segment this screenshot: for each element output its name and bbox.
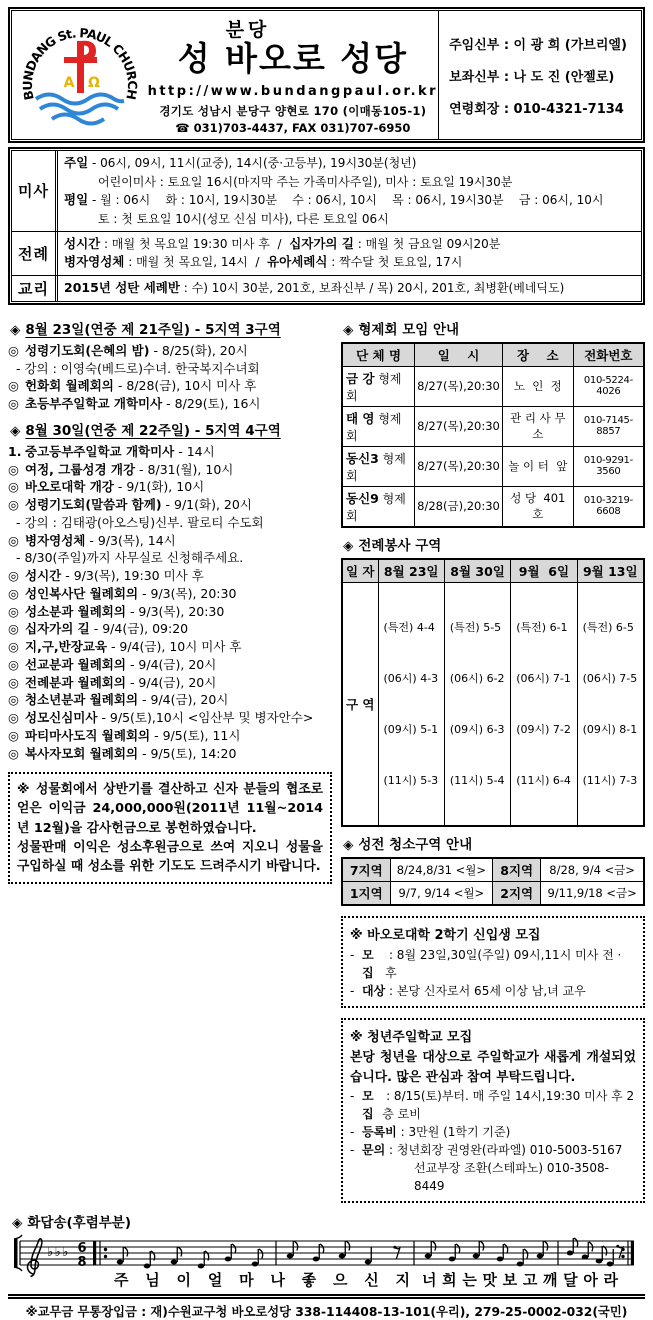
- circle-bullet-icon: ◎: [8, 710, 19, 725]
- alpha-glyph: Α: [63, 75, 75, 91]
- liturgy-service-table: [341, 558, 645, 828]
- baptism-class-label: 2015년 성탄 세례반: [64, 280, 180, 295]
- diamond-bullet-icon: ◈: [343, 837, 354, 854]
- youth-school-title: ※ 청년주일학교 모집: [350, 1030, 473, 1046]
- col-header: 8월 30일: [444, 559, 510, 583]
- circle-bullet-icon: ◎: [8, 342, 19, 358]
- schedule-item-numbered: 1. 중고등부주일학교 개학미사 - 14시: [8, 443, 215, 459]
- schedule-item: ◎ 성령기도회(말씀과 함께) - 9/1(화), 20시: [8, 497, 252, 512]
- week1-heading: ◈ 8월 23일(연중 제 21주일) - 5지역 3구역: [10, 321, 281, 338]
- schedule-item: ◎ 성령기도회(은혜의 밤) - 8/25(화), 20시: [8, 342, 248, 358]
- circle-bullet-icon: ◎: [8, 727, 19, 743]
- time-signature-top: 6: [77, 1240, 87, 1256]
- holy-hour-time: : 매월 첫 목요일 19:30 미사 후 /: [100, 236, 290, 251]
- circle-bullet-icon: ◎: [8, 603, 19, 619]
- omega-glyph: Ω: [87, 75, 100, 91]
- contact-panel: [438, 11, 641, 139]
- liturgy-row: [12, 231, 641, 276]
- circle-bullet-icon: ◎: [8, 639, 19, 654]
- table-row: 태 영 형제회 8/27(목),20:30 관 리 사 무 소 010-7145-8857: [342, 406, 644, 446]
- liturgy-service-heading: ◈ 전례봉사 구역: [343, 537, 442, 554]
- schedule-item: ◎ 지,구,반장교육 - 9/4(금), 10시 미사 후: [8, 639, 242, 654]
- diamond-bullet-icon: ◈: [12, 1214, 23, 1231]
- schedule-item: ◎ 성인복사단 월례회의 - 9/3(목), 20:30: [8, 585, 237, 601]
- circle-bullet-icon: ◎: [8, 621, 19, 637]
- store-notice-paragraph: ※ 성물회에서 상반기를 결산하고 신자 분들의 협조로 얻은 이익금 24,000,000원(2011년 11월~2014년 12월)을 감사헌금으로 봉헌하였습니다.: [17, 782, 323, 836]
- parish-name-small: 분당: [225, 19, 271, 41]
- left-column: [8, 312, 332, 1203]
- schedule-subitem: - 강의 : 김태광(아오스팅)신부. 팔로티 수도회: [16, 514, 264, 530]
- schedule-item: ◎ 파티마사도직 월례회의 - 9/5(토), 11시: [8, 727, 241, 743]
- circle-bullet-icon: ◎: [8, 674, 19, 690]
- church-logo-image: [20, 13, 140, 137]
- church-address: 경기도 성남시 분당구 양현로 170 (이매동105-1): [159, 103, 427, 118]
- schedule-item: ◎ 성시간 - 9/3(목), 19:30 미사 후: [8, 568, 204, 583]
- schedule-item: ◎ 초등부주일학교 개학미사 - 8/29(토), 16시: [8, 396, 261, 411]
- schedule-item: ◎ 바오로대학 개강 - 9/1(화), 10시: [8, 479, 205, 495]
- parish-name-large: 성 바오로 성당: [177, 39, 408, 78]
- circle-bullet-icon: ◎: [8, 745, 19, 761]
- hymn-lyrics-phrase2: 너 희 는 맛 보 고 깨 달 아 라: [422, 1270, 618, 1289]
- box-line: - 모집 : 8월 23일,30일(주일) 09시,11시 미사 전 · 후: [350, 948, 626, 981]
- box-line: - 등록비 : 3만원 (1학기 기준): [350, 1124, 511, 1139]
- diamond-bullet-icon: ◈: [10, 422, 21, 439]
- youth-school-box: [341, 1018, 645, 1202]
- diamond-bullet-icon: ◈: [10, 321, 21, 338]
- circle-bullet-icon: ◎: [8, 585, 19, 601]
- notes-measure-4: [567, 1238, 623, 1267]
- pastor-line: 주임신부 : 이 광 희 (가브리엘): [449, 37, 627, 53]
- dash-bullet: -: [350, 984, 355, 999]
- brotherhood-table: [341, 342, 645, 528]
- sick-communion-label: 병자영성체: [64, 254, 125, 270]
- church-phone: ☎ 031)703-4437, FAX 031)707-6950: [175, 120, 411, 135]
- diamond-bullet-icon: ◈: [343, 537, 354, 554]
- mass-saturday-line: 토 : 첫 토요일 10시(성모 신심 미사), 다른 토요일 06시: [98, 211, 389, 226]
- col-header: 9월 13일: [577, 559, 644, 583]
- church-logo: [12, 11, 148, 139]
- treble-clef-icon: [27, 1239, 41, 1277]
- footer-bank-line: ※교무금 무통장입금 : 재)수원교구청 바오로성당 338-114408-13-101(우리), 279-25-0002-032(국민): [8, 1294, 645, 1320]
- schedule-item: ◎ 성소분과 월례회의 - 9/3(목), 20:30: [8, 603, 225, 619]
- week2-heading: ◈ 8월 30일(연중 제 22주일) - 5지역 4구역: [10, 422, 281, 439]
- mass-children-line: 어린이미사 : 토요일 16시(마지막 주는 가족미사주일), 미사 : 토요일 19시30분: [98, 174, 513, 189]
- mass-row: [12, 151, 641, 231]
- schedule-item: ◎ 십자가의 길 - 9/4(금), 09:20: [8, 621, 189, 637]
- schedule-item: ◎ 여정, 그룹성경 개강 - 8/31(월), 10시: [8, 461, 234, 477]
- paul-college-title: ※ 바오로대학 2학기 신입생 모집: [350, 928, 541, 944]
- schedule-item: ◎ 청소년분과 월례회의 - 9/4(금), 20시: [8, 692, 229, 708]
- mass-sunday-label: 주일: [64, 155, 89, 170]
- mass-label: 미사: [12, 151, 58, 231]
- schedule-item: ◎ 전례분과 월례회의 - 9/4(금), 20시: [8, 674, 217, 690]
- col-header: 일 자: [342, 559, 378, 583]
- dash-bullet: -: [350, 1124, 355, 1139]
- way-of-cross-label: 십자가의 길: [289, 235, 354, 251]
- table-row: 금 강 형제회 8/27(목),20:30 노 인 정 010-5224-4026: [342, 366, 644, 406]
- cleaning-heading: ◈ 성전 청소구역 안내: [343, 837, 473, 854]
- notes-measure-3: [425, 1241, 548, 1267]
- cleaning-table: [341, 857, 645, 906]
- table-row: 구 역 (특전) 4-4 (06시) 4-3 (09시) 5-1 (11시) 5-3 (특전) 5-5 (06시) 6-2 (09시) 6-3 (11시) 5-4 (특전) 6-1 (06시) 7-1 (09시) 7-2 (11시) 6-4 (특전) 6-5 (06시) 7-5 (09시) 8-1 (11시) 7-3: [342, 582, 644, 826]
- schedule-item: ◎ 병자영성체 - 9/3(목), 14시: [8, 532, 176, 548]
- circle-bullet-icon: ◎: [8, 396, 19, 411]
- col-header: 전화번호: [573, 343, 644, 367]
- col-header: 장 소: [502, 343, 573, 367]
- schedule-subitem: - 강의 : 이영숙(베드로)수녀. 한국복지수녀회: [16, 360, 260, 376]
- zone-cell: (특전) 4-4 (06시) 4-3 (09시) 5-1 (11시) 5-3: [378, 582, 444, 826]
- catechesis-row: [12, 275, 641, 301]
- infant-baptism-label: 유아세례식: [267, 254, 328, 270]
- mass-weekday-times: - 월 : 06시 화 : 10시, 19시30분 수 : 06시, 10시 목 : 06시, 19시30분 금 : 06시, 10시: [88, 192, 604, 207]
- store-notice-paragraph: 성물판매 이익은 성소후원금으로 쓰여 지오니 성물을 구입하실 때 성소를 위한 기도도 드려주시기 바랍니다.: [17, 839, 323, 874]
- col-header: 8월 23일: [378, 559, 444, 583]
- paul-college-box: [341, 916, 645, 1008]
- header-box: [8, 7, 645, 143]
- col-header: 단 체 명: [342, 343, 415, 367]
- holy-hour-label: 성시간: [64, 235, 101, 251]
- baptism-class-info: : 수) 10시 30분, 201호, 보좌신부 / 목) 20시, 201호, 최병환(베네딕도): [179, 281, 565, 295]
- mass-sunday-times: - 06시, 09시, 11시(교중), 14시(중·고등부), 19시30분(청년): [88, 156, 417, 170]
- church-url: http://www.bundangpaul.or.kr: [147, 83, 439, 99]
- table-row: 1지역 9/7, 9/14 <월> 2지역 9/11,9/18 <금>: [342, 882, 644, 906]
- circle-bullet-icon: ◎: [8, 461, 19, 477]
- waves-icon: [36, 95, 124, 124]
- logo-arc-text: BUNDANG St. PAUL CHURCH: [19, 25, 140, 102]
- col-header: 9월 6일: [511, 559, 577, 583]
- youth-school-paragraph: 본당 청년을 대상으로 주일학교가 새롭게 개설되었습니다. 많은 관심과 참여 부탁드립니다.: [350, 1050, 636, 1085]
- schedule-item: ◎ 선교분과 월례회의 - 9/4(금), 20시: [8, 656, 217, 672]
- staff-lines: [20, 1241, 634, 1265]
- mass-weekday-label: 평일: [64, 191, 89, 207]
- hymn-lyrics-phrase1: 주 님 이 얼 마 나 좋 으 신 지: [114, 1270, 410, 1289]
- catechesis-label: 교리: [12, 276, 58, 301]
- circle-bullet-icon: ◎: [8, 378, 19, 394]
- zone-cell: (특전) 5-5 (06시) 6-2 (09시) 6-3 (11시) 5-4: [444, 582, 510, 826]
- circle-bullet-icon: ◎: [8, 692, 19, 708]
- right-column: [341, 312, 645, 1203]
- key-signature-flats: ♭♭♭: [47, 1244, 70, 1260]
- box-line: - 대상 : 본당 신자로서 65세 이상 남,녀 교우: [350, 984, 586, 999]
- schedule-item: ◎ 복사자모회 월례회의 - 9/5(토), 14:20: [8, 745, 237, 761]
- col-header: 일 시: [415, 343, 503, 367]
- zone-cell: (특전) 6-5 (06시) 7-5 (09시) 8-1 (11시) 7-3: [577, 582, 644, 826]
- box-line: - 문의 : 청년회장 권영완(라파엘) 010-5003-5167: [350, 1142, 623, 1157]
- table-row: 동신9 형제회 8/28(금),20:30 성 당 401호 010-3219-6608: [342, 486, 644, 527]
- dash-bullet: -: [350, 1088, 355, 1103]
- masthead: [148, 11, 439, 139]
- circle-bullet-icon: ◎: [8, 656, 19, 672]
- circle-bullet-icon: ◎: [8, 497, 19, 512]
- funeral-society-line: 연령회장 : 010-4321-7134: [449, 101, 624, 117]
- hymn-heading: ◈ 화답송(후렴부분): [12, 1214, 132, 1231]
- store-notice-box: [8, 772, 332, 884]
- zone-cell: (특전) 6-1 (06시) 7-1 (09시) 7-2 (11시) 6-4: [511, 582, 577, 826]
- youth-contact-line2: 선교부장 조환(스테파노) 010-3508-8449: [414, 1160, 610, 1193]
- assistant-pastor-line: 보좌신부 : 나 도 진 (안젤로): [449, 69, 615, 85]
- box-line: - 모집 : 8/15(토)부터. 매 주일 14시,19:30 미사 후 2층 로비: [350, 1088, 635, 1121]
- liturgy-label: 전례: [12, 232, 58, 276]
- brotherhood-heading: ◈ 형제회 모임 안내: [343, 321, 460, 338]
- infant-baptism-time: : 짝수달 첫 토요일, 17시: [327, 255, 463, 270]
- schedule-item: ◎ 성모신심미사 - 9/5(토),10시 <임산부 및 병자안수>: [8, 710, 314, 725]
- dash-bullet: -: [350, 1142, 355, 1157]
- schedule-item: ◎ 헌화회 월례회의 - 8/28(금), 10시 미사 후: [8, 378, 257, 394]
- circle-bullet-icon: ◎: [8, 479, 19, 495]
- circle-bullet-icon: ◎: [8, 532, 19, 548]
- table-row: 7지역 8/24,8/31 <월> 8지역 8/28, 9/4 <금>: [342, 858, 644, 882]
- diamond-bullet-icon: ◈: [343, 321, 354, 338]
- dash-bullet: -: [350, 948, 355, 963]
- table-row: 동신3 형제회 8/27(목),20:30 놀 이 터 앞 010-9291-3560: [342, 446, 644, 486]
- schedule-subitem: - 8/30(주일)까지 사무실로 신청해주세요.: [16, 550, 244, 566]
- way-of-cross-time: : 매월 첫 금요일 09시20분: [353, 236, 501, 251]
- sick-communion-time: : 매월 첫 목요일, 14시 /: [124, 255, 268, 270]
- music-staff: [8, 1233, 645, 1291]
- info-table: [8, 147, 645, 305]
- time-signature-bottom: 8: [77, 1254, 87, 1270]
- circle-bullet-icon: ◎: [8, 568, 19, 583]
